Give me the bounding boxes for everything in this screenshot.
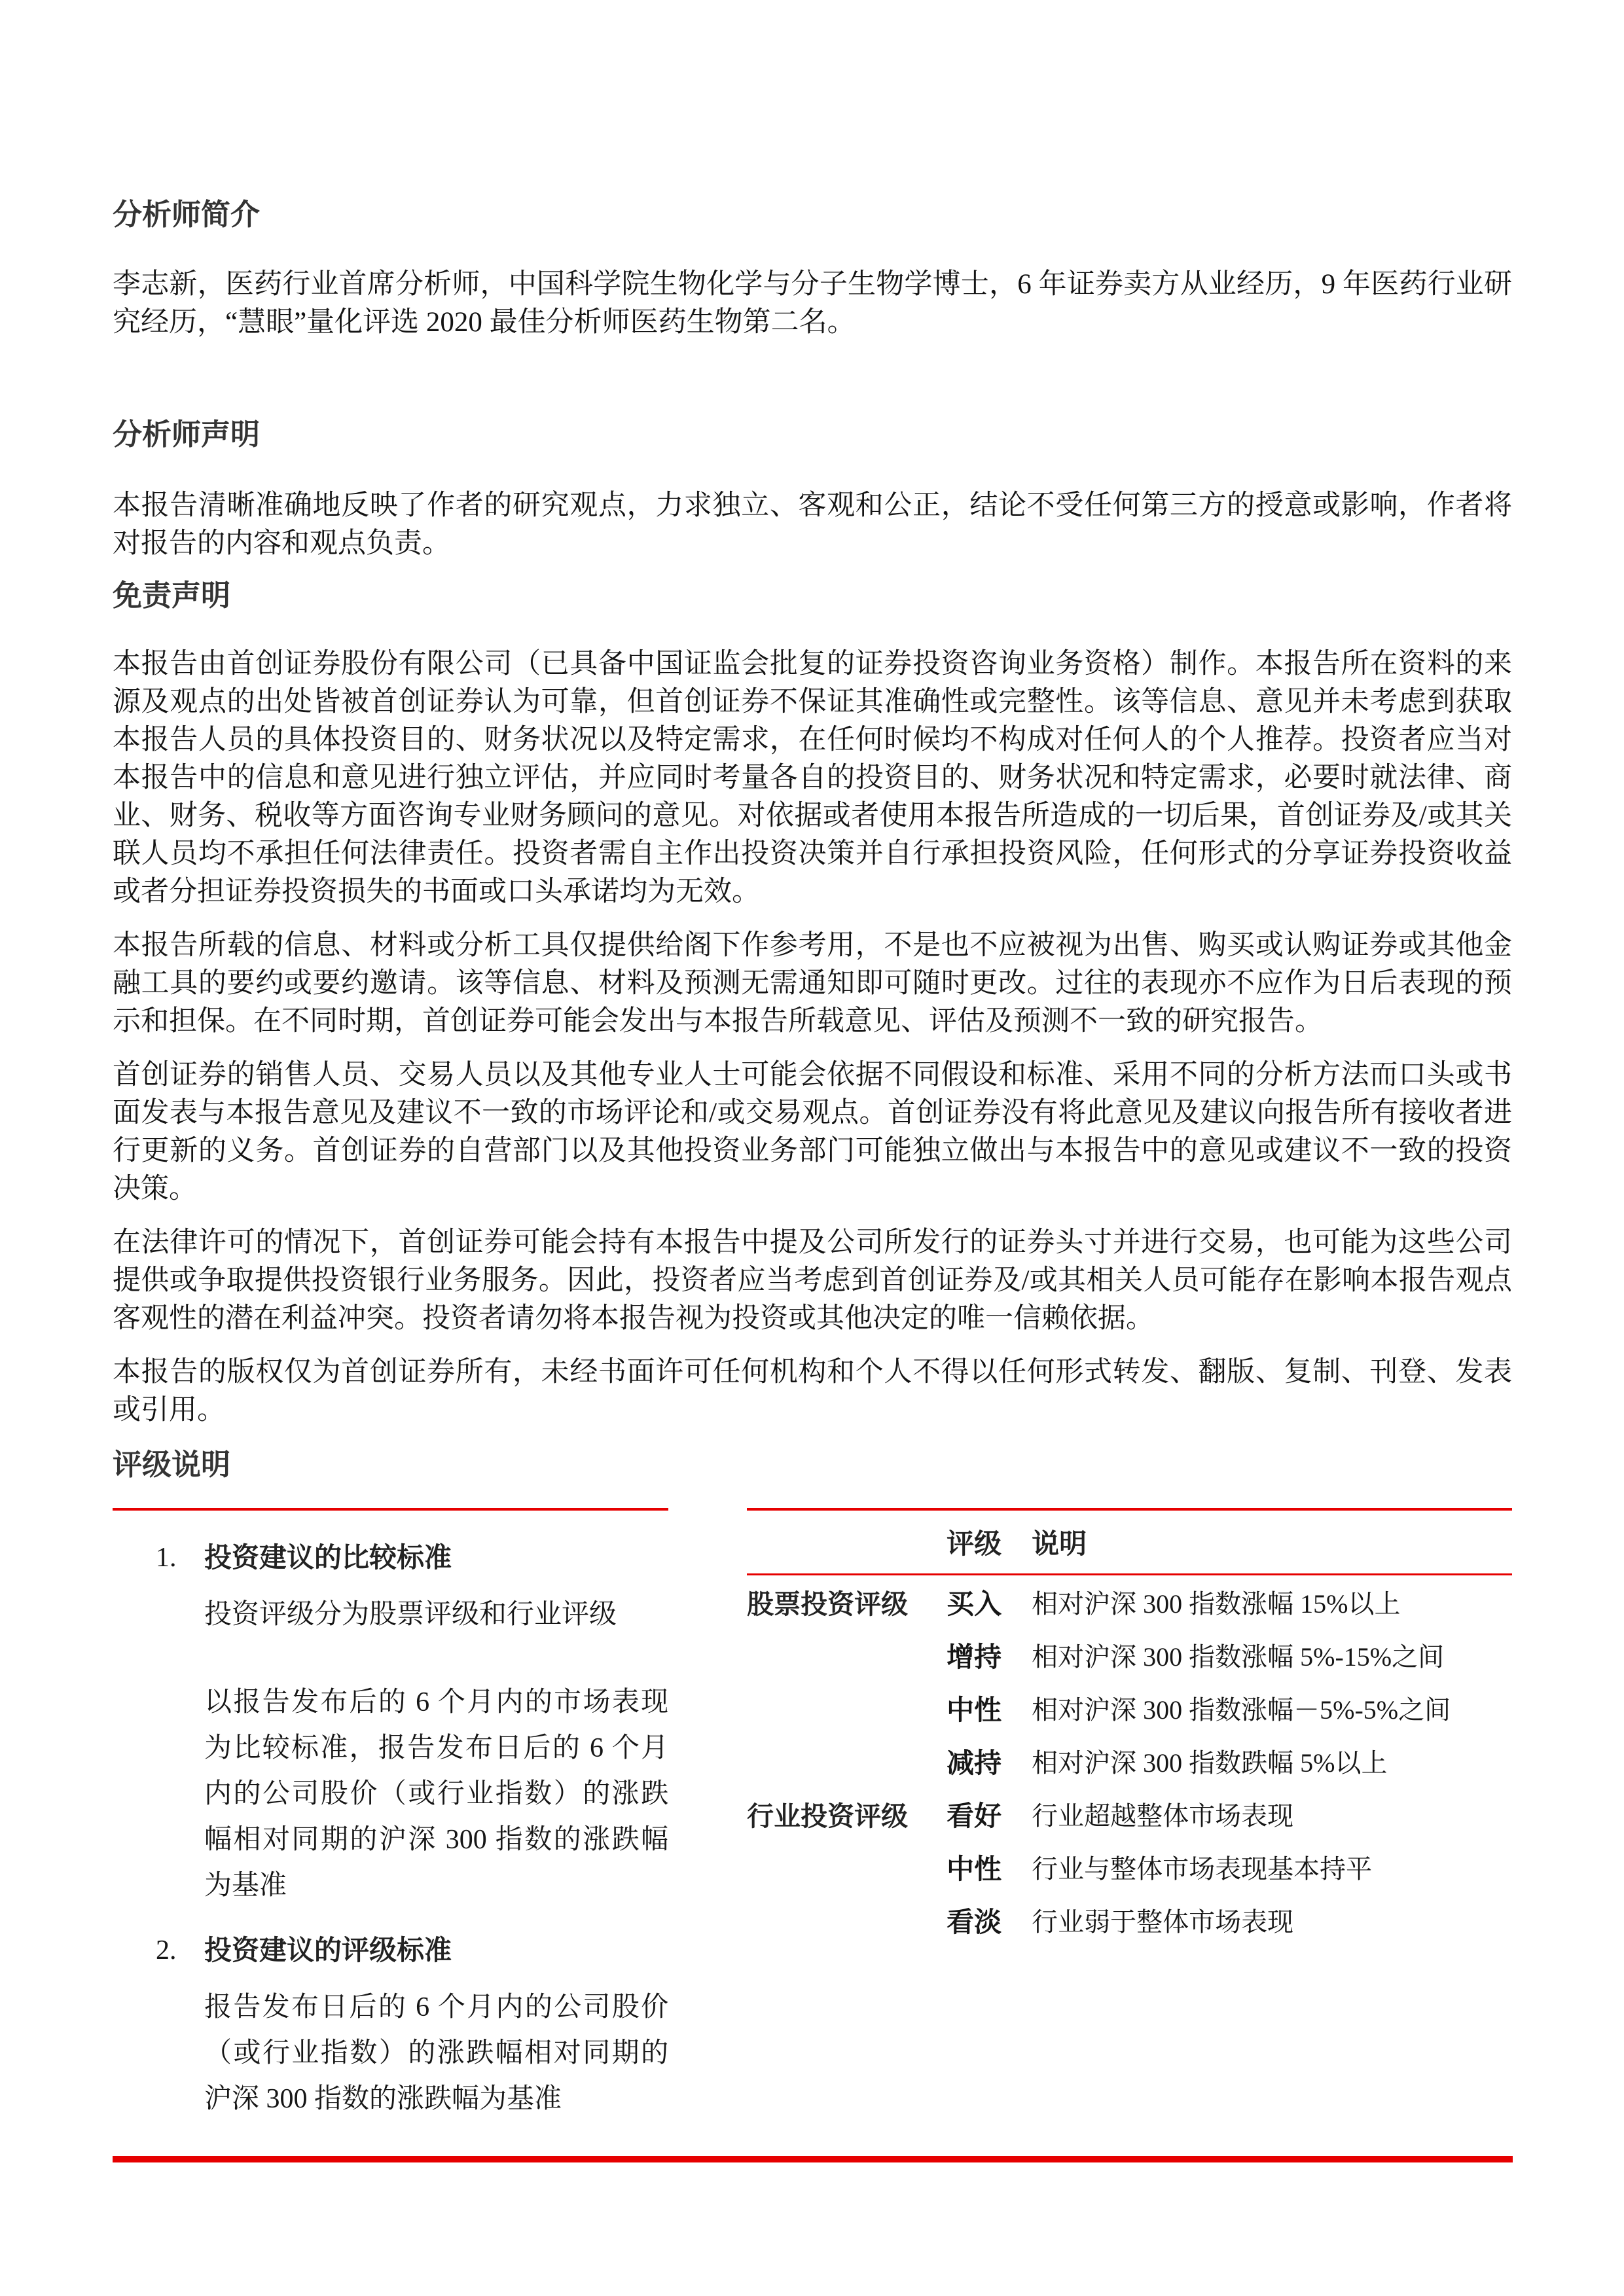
rating-category-label: 股票投资评级 <box>747 1589 909 1619</box>
rating-heading: 评级说明 <box>113 1448 231 1481</box>
rating-columns <box>113 1508 1512 2122</box>
rating-table-row <box>747 1840 1512 1893</box>
rating-term: 中性 <box>947 1854 1002 1885</box>
rating-header-rating: 评级 <box>947 1528 1002 1559</box>
disclaimer-paragraph-4: 在法律许可的情况下，首创证券可能会持有本报告中提及公司所发行的证券头寸并进行交易，也可能为这些公司提供或争取提供投资银行业务服务。因此，投资者应当考虑到首创证券及/或其相关人员可能存在影响本报告观点客观性的潜在利益冲突。投资者请勿将本报告视为投资或其他决定的唯一信赖依据。 <box>113 1227 1512 1334</box>
analyst-statement-heading: 分析师声明 <box>113 418 261 451</box>
analyst-statement-text: 本报告清晰准确地反映了作者的研究观点，力求独立、客观和公正，结论不受任何第三方的授意或影响，作者将对报告的内容和观点负责。 <box>113 490 1512 559</box>
rating-criterion-1 <box>113 1539 668 1909</box>
rating-category-label: 行业投资评级 <box>747 1801 909 1831</box>
rating-criterion-1-paragraph-2: 以报告发布后的 6 个月内的市场表现为比较标准，报告发布日后的 6 个月内的公司股价（或行业指数）的涨跌幅相对同期的沪深 300 指数的涨跌幅为基准 <box>204 1687 669 1901</box>
rating-table-row <box>747 1681 1512 1734</box>
rating-term: 中性 <box>947 1695 1002 1726</box>
rating-header-desc: 说明 <box>1032 1528 1087 1559</box>
rating-table-row <box>747 1628 1512 1681</box>
rating-term: 减持 <box>947 1748 1002 1779</box>
analyst-intro-heading: 分析师简介 <box>113 198 261 231</box>
rating-description: 行业弱于整体市场表现 <box>1032 1907 1294 1937</box>
rating-criteria-column <box>113 1508 668 2122</box>
section-analyst-statement <box>113 415 1512 563</box>
rating-criterion-1-paragraph-1: 投资评级分为股票评级和行业评级 <box>204 1600 617 1630</box>
rating-table-row <box>747 1893 1512 1946</box>
rating-criterion-2-title: 投资建议的评级标准 <box>204 1935 452 1965</box>
rating-term: 增持 <box>947 1642 1002 1673</box>
rating-criterion-1-title: 投资建议的比较标准 <box>204 1542 452 1573</box>
disclaimer-paragraph-1: 本报告由首创证券股份有限公司（已具备中国证监会批复的证券投资咨询业务资格）制作。本报告所在资料的来源及观点的出处皆被首创证券认为可靠，但首创证券不保证其准确性或完整性。该等信息、意见并未考虑到获取本报告人员的具体投资目的、财务状况以及特定需求，在任何时候均不构成对任何人的个人推荐。投资者应当对本报告中的信息和意见进行独立评估，并应同时考量各自的投资目的、财务状况和特定需求，必要时就法律、商业、财务、税收等方面咨询专业财务顾问的意见。对依据或者使用本报告所造成的一切后果，首创证券及/或其关联人员均不承担任何法律责任。投资者需自主作出投资决策并自行承担投资风险，任何形式的分享证券投资收益或者分担证券投资损失的书面或口头承诺均为无效。 <box>113 649 1512 907</box>
rating-description: 行业超越整体市场表现 <box>1032 1801 1294 1831</box>
section-rating <box>113 1445 1512 2122</box>
section-disclaimer <box>113 576 1512 1429</box>
rating-table-row <box>747 1575 1512 1628</box>
rating-table-row <box>747 1734 1512 1787</box>
rating-description: 相对沪深 300 指数涨幅 5%-15%之间 <box>1032 1642 1445 1672</box>
disclaimer-heading: 免责声明 <box>113 579 231 612</box>
rating-table-column <box>747 1508 1512 1946</box>
rating-description: 相对沪深 300 指数跌幅 5%以上 <box>1032 1748 1388 1778</box>
rating-description: 相对沪深 300 指数涨幅 15%以上 <box>1032 1589 1401 1619</box>
disclaimer-paragraph-3: 首创证券的销售人员、交易人员以及其他专业人士可能会依据不同假设和标准、采用不同的分析方法而口头或书面发表与本报告意见及建议不一致的市场评论和/或交易观点。首创证券没有将此意见及建议向报告所有接收者进行更新的义务。首创证券的自营部门以及其他投资业务部门可能独立做出与本报告中的意见或建议不一致的投资决策。 <box>113 1060 1512 1204</box>
rating-description: 相对沪深 300 指数涨幅－5%-5%之间 <box>1032 1695 1451 1725</box>
disclaimer-paragraph-5: 本报告的版权仅为首创证券所有，未经书面许可任何机构和个人不得以任何形式转发、翻版、复制、刊登、发表或引用。 <box>113 1357 1512 1426</box>
rating-term: 看好 <box>947 1801 1002 1832</box>
rating-table-header <box>747 1511 1512 1573</box>
rating-criterion-2-number: 2. <box>156 1935 177 1965</box>
rating-description: 行业与整体市场表现基本持平 <box>1032 1854 1373 1884</box>
page-bottom-rule <box>113 2156 1513 2162</box>
rating-criterion-2-paragraph-1: 报告发布日后的 6 个月内的公司股价（或行业指数）的涨跌幅相对同期的沪深 300 指数的涨跌幅为基准 <box>204 1992 669 2114</box>
rating-criterion-1-number: 1. <box>156 1543 177 1573</box>
section-analyst-intro <box>113 195 1512 342</box>
disclaimer-paragraph-2: 本报告所载的信息、材料或分析工具仅提供给阁下作参考用，不是也不应被视为出售、购买或认购证券或其他金融工具的要约或要约邀请。该等信息、材料及预测无需通知即可随时更改。过往的表现亦不应作为日后表现的预示和担保。在不同时期，首创证券可能会发出与本报告所载意见、评估及预测不一致的研究报告。 <box>113 930 1512 1037</box>
rating-table-row <box>747 1787 1512 1840</box>
rating-term: 买入 <box>947 1589 1002 1620</box>
rating-criteria-top-rule <box>113 1508 668 1511</box>
analyst-intro-text: 李志新，医药行业首席分析师，中国科学院生物化学与分子生物学博士，6 年证券卖方从业经历，9 年医药行业研究经历，“慧眼”量化评选 2020 最佳分析师医药生物第二名。 <box>113 269 1512 338</box>
rating-term: 看淡 <box>947 1907 1002 1938</box>
rating-criterion-2 <box>113 1932 668 2122</box>
